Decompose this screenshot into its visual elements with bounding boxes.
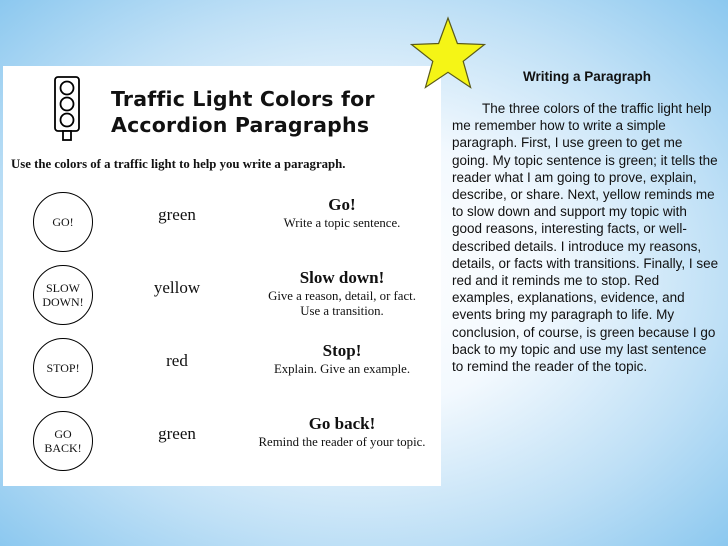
worksheet-instruction: Use the colors of a traffic light to help you write a paragraph.	[11, 157, 346, 171]
worksheet-title-line2: Accordion Paragraphs	[111, 113, 370, 137]
row-go-back	[3, 411, 441, 483]
circle-label: SLOW DOWN!	[33, 265, 93, 325]
row-description: Remind the reader of your topic.	[258, 435, 426, 449]
paragraph-body: The three colors of the traffic light help me remember how to write a simple paragraph. First, I use green to get me going. My topic sentence is green; it tells the reader what I am going to prove, explain, describe, or share. Next, yellow reminds me to slow down and support my topic with good reasons, interesting facts, or well-described details. I introduce my reasons, details, or facts with transitions. Finally, I see red and it reminds me to stop. Red examples, explanations, evidence, and events bring my paragraph to life. My conclusion, of course, is green because I go back to my topic and use my last sentence to remind the reader of the topic.	[452, 101, 719, 375]
row-heading: Slow down!	[299, 268, 385, 287]
row-heading: Go back!	[308, 414, 376, 433]
worksheet-title-line1: Traffic Light Colors for	[111, 87, 375, 111]
worksheet-title	[111, 86, 431, 138]
row-heading: Stop!	[322, 341, 362, 360]
color-word: green	[158, 424, 196, 443]
row-heading: Go!	[328, 195, 356, 214]
circle-label: STOP!	[33, 338, 93, 398]
row-go	[3, 192, 441, 264]
row-slow-down	[3, 265, 441, 337]
row-stop	[3, 338, 441, 410]
traffic-light-icon	[52, 75, 82, 141]
worksheet-image	[3, 66, 441, 486]
circle-label: GO BACK!	[33, 411, 93, 471]
paragraph-box	[452, 68, 720, 375]
color-word: yellow	[153, 278, 201, 297]
color-word: red	[166, 351, 188, 370]
row-description: Write a topic sentence.	[283, 216, 401, 230]
color-word: green	[158, 205, 196, 224]
row-description: Give a reason, detail, or fact. Use a transition.	[268, 289, 416, 318]
paragraph-title: Writing a Paragraph	[522, 69, 652, 84]
row-description: Explain. Give an example.	[273, 362, 411, 376]
circle-label: GO!	[33, 192, 93, 252]
